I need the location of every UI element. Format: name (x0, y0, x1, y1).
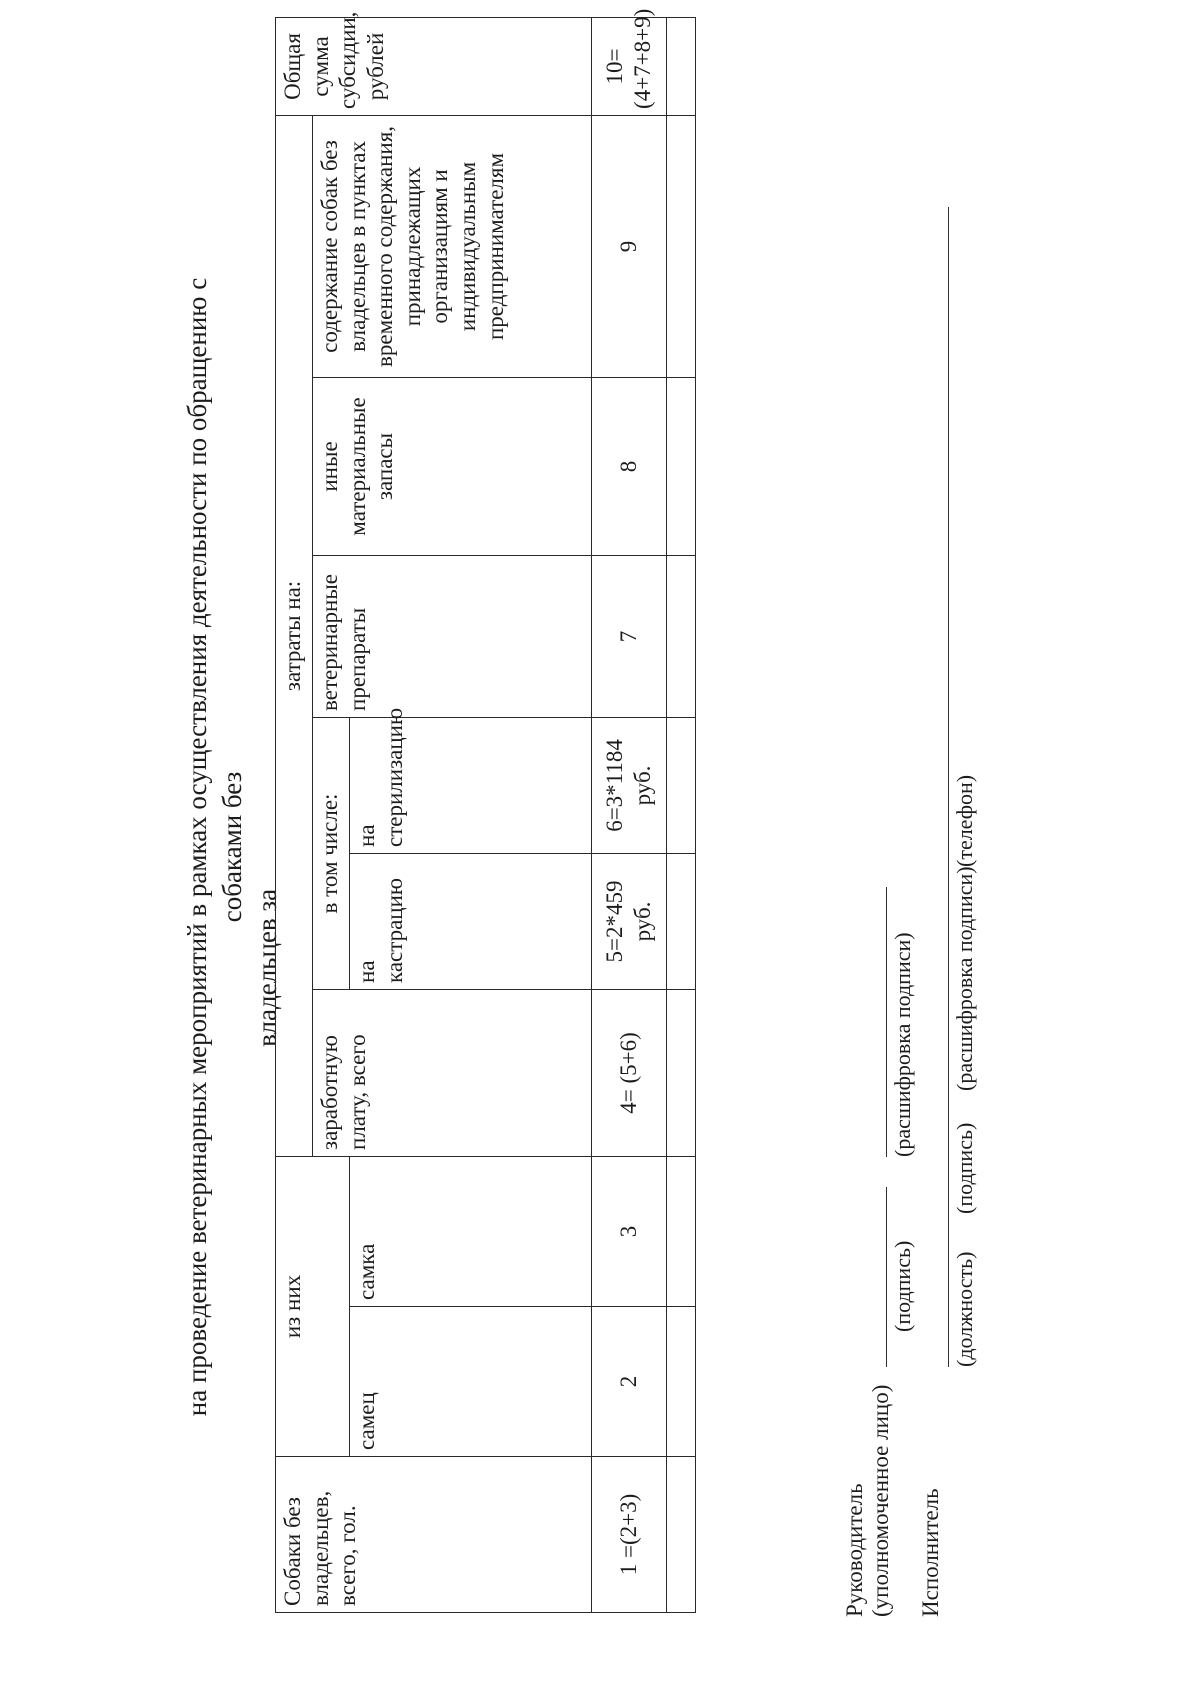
head-signature-caption: (подпись) (890, 1240, 915, 1332)
col-num-6: 6=3*1184 руб. (592, 717, 667, 853)
header-vet-drugs: ветеринарные препараты (313, 555, 592, 717)
header-other-materials: иные материальные запасы (313, 377, 592, 555)
executor-label: Исполнитель (918, 1488, 943, 1617)
header-castration: на кастрацию (350, 853, 592, 989)
header-costs-for: затраты на: (276, 115, 313, 1156)
exec-phone-caption: (телефон) (952, 774, 977, 867)
header-including: в том числе: (313, 717, 350, 989)
exec-position-caption: (должность) (952, 1251, 977, 1367)
col-num-4: 4= (5+6) (592, 989, 667, 1156)
header-of-them: из них (276, 1156, 350, 1456)
col-num-2: 2 (592, 1307, 667, 1457)
header-salary-total: заработную плату, всего (313, 989, 592, 1156)
exec-decode-caption: (расшифровка подписи) (952, 866, 977, 1091)
col-num-7: 7 (592, 555, 667, 717)
col-num-3: 3 (592, 1156, 667, 1306)
col-num-1: 1 =(2+3) (592, 1457, 667, 1613)
header-total-subsidy: Общая сумма субсидии, рублей (276, 17, 592, 115)
head-decode-caption: (расшифровка подписи) (890, 932, 915, 1157)
header-keeping: содержание собак без владельцев в пунктах временного содержания, принадлежащих организациям и индивидуальным предпринимателям (313, 115, 592, 377)
head-label: Руководитель (уполномоченное лицо) (842, 1384, 894, 1617)
head-decode-line[interactable] (886, 887, 887, 1157)
head-signature-line[interactable] (886, 1187, 887, 1367)
header-male: самец (350, 1307, 592, 1457)
header-sterilization: на стерилизацию (350, 717, 592, 853)
header-dogs-total: Собаки без владельцев, всего, гол. (276, 1457, 592, 1613)
title-line-2-text: владельцев за (252, 888, 283, 1047)
col-num-5: 5=2*459 руб. (592, 853, 667, 989)
col-num-9: 9 (592, 115, 667, 377)
col-num-10: 10=(4+7+8+9) (592, 17, 667, 115)
col-num-8: 8 (592, 377, 667, 555)
executor-line[interactable] (948, 207, 949, 1367)
exec-signature-caption: (подпись) (952, 1122, 977, 1214)
title-line-1: на проведение ветеринарных мероприятий в рамках осуществления деятельности по обращению с собаками без (182, 277, 248, 1417)
header-female: самка (350, 1156, 592, 1306)
